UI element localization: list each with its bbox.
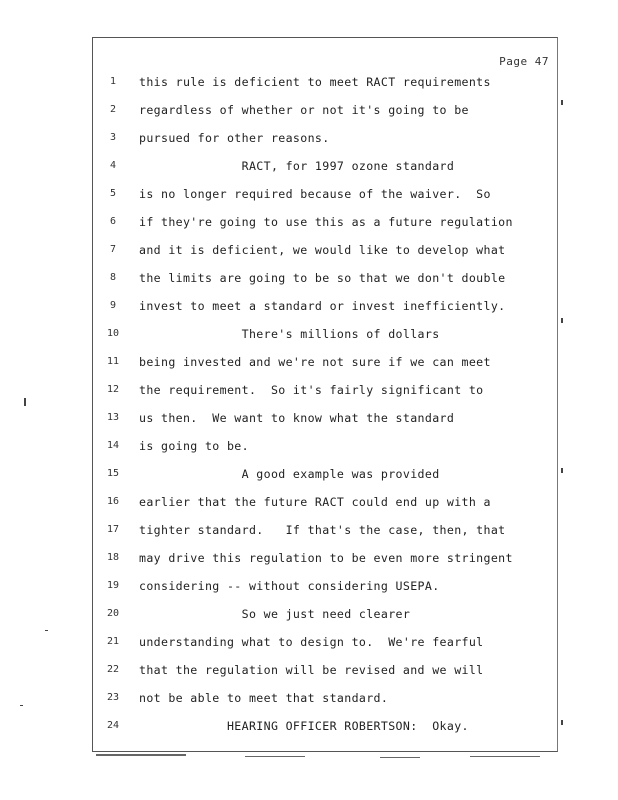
line-number: 7 bbox=[109, 244, 117, 255]
line-text: may drive this regulation to be even more stringent bbox=[139, 551, 513, 565]
line-number: 4 bbox=[109, 160, 117, 171]
line-text: and it is deficient, we would like to develop what bbox=[139, 243, 506, 257]
line-number: 15 bbox=[106, 468, 120, 479]
scan-speck bbox=[470, 756, 540, 757]
transcript-line bbox=[93, 688, 557, 708]
transcript-line bbox=[93, 576, 557, 596]
transcript-line bbox=[93, 268, 557, 288]
transcript-line bbox=[93, 380, 557, 400]
scan-speck bbox=[561, 318, 563, 323]
transcript-line bbox=[93, 72, 557, 92]
line-number: 2 bbox=[109, 104, 117, 115]
scan-speck bbox=[20, 705, 23, 706]
transcript-line bbox=[93, 184, 557, 204]
transcript-line bbox=[93, 156, 557, 176]
scan-speck bbox=[45, 630, 48, 631]
scan-speck bbox=[96, 754, 186, 756]
line-number: 16 bbox=[106, 496, 120, 507]
line-number: 9 bbox=[109, 300, 117, 311]
scan-speck bbox=[561, 468, 563, 473]
line-text: that the regulation will be revised and we will bbox=[139, 663, 484, 677]
transcript-line bbox=[93, 100, 557, 120]
line-text: this rule is deficient to meet RACT requirements bbox=[139, 75, 491, 89]
line-text: RACT, for 1997 ozone standard bbox=[139, 159, 455, 173]
line-number: 12 bbox=[106, 384, 120, 395]
line-number: 22 bbox=[106, 664, 120, 675]
transcript-line bbox=[93, 240, 557, 260]
transcript-line bbox=[93, 520, 557, 540]
transcript-line bbox=[93, 324, 557, 344]
line-text: is no longer required because of the waiver. So bbox=[139, 187, 491, 201]
line-number: 19 bbox=[106, 580, 120, 591]
line-text: A good example was provided bbox=[139, 467, 440, 481]
transcript-line bbox=[93, 128, 557, 148]
scan-speck bbox=[380, 757, 420, 758]
line-text: understanding what to design to. We're fearful bbox=[139, 635, 484, 649]
transcript-line bbox=[93, 492, 557, 512]
line-number: 8 bbox=[109, 272, 117, 283]
transcript-line bbox=[93, 352, 557, 372]
scan-speck bbox=[561, 100, 563, 105]
transcript-line bbox=[93, 436, 557, 456]
line-number: 11 bbox=[106, 356, 120, 367]
line-number: 6 bbox=[109, 216, 117, 227]
line-text: if they're going to use this as a future regulation bbox=[139, 215, 513, 229]
line-text: regardless of whether or not it's going to be bbox=[139, 103, 469, 117]
page-number: Page 47 bbox=[499, 55, 549, 68]
transcript-line bbox=[93, 548, 557, 568]
line-number: 18 bbox=[106, 552, 120, 563]
line-text: us then. We want to know what the standard bbox=[139, 411, 455, 425]
line-number: 10 bbox=[106, 328, 120, 339]
line-text: pursued for other reasons. bbox=[139, 131, 330, 145]
scan-speck bbox=[245, 756, 305, 757]
line-number: 5 bbox=[109, 188, 117, 199]
line-number: 1 bbox=[109, 76, 117, 87]
transcript-line bbox=[93, 464, 557, 484]
transcript-page bbox=[92, 37, 558, 752]
line-number: 23 bbox=[106, 692, 120, 703]
line-number: 20 bbox=[106, 608, 120, 619]
line-text: So we just need clearer bbox=[139, 607, 411, 621]
transcript-line bbox=[93, 212, 557, 232]
line-number: 21 bbox=[106, 636, 120, 647]
scan-speck bbox=[561, 720, 563, 725]
line-text: tighter standard. If that's the case, then, that bbox=[139, 523, 506, 537]
line-text: is going to be. bbox=[139, 439, 249, 453]
line-text: There's millions of dollars bbox=[139, 327, 440, 341]
scan-speck bbox=[24, 398, 26, 406]
line-number: 3 bbox=[109, 132, 117, 143]
line-text: being invested and we're not sure if we can meet bbox=[139, 355, 491, 369]
line-number: 24 bbox=[106, 720, 120, 731]
line-number: 14 bbox=[106, 440, 120, 451]
transcript-line bbox=[93, 604, 557, 624]
transcript-line bbox=[93, 716, 557, 736]
line-number: 17 bbox=[106, 524, 120, 535]
line-text: invest to meet a standard or invest inefficiently. bbox=[139, 299, 506, 313]
transcript-line bbox=[93, 660, 557, 680]
line-text: earlier that the future RACT could end up with a bbox=[139, 495, 491, 509]
line-text: the limits are going to be so that we don't double bbox=[139, 271, 506, 285]
transcript-line bbox=[93, 408, 557, 428]
line-text: the requirement. So it's fairly significant to bbox=[139, 383, 484, 397]
transcript-line bbox=[93, 632, 557, 652]
line-number: 13 bbox=[106, 412, 120, 423]
line-text: HEARING OFFICER ROBERTSON: Okay. bbox=[139, 719, 469, 733]
line-text: considering -- without considering USEPA. bbox=[139, 579, 440, 593]
line-text: not be able to meet that standard. bbox=[139, 691, 389, 705]
transcript-line bbox=[93, 296, 557, 316]
